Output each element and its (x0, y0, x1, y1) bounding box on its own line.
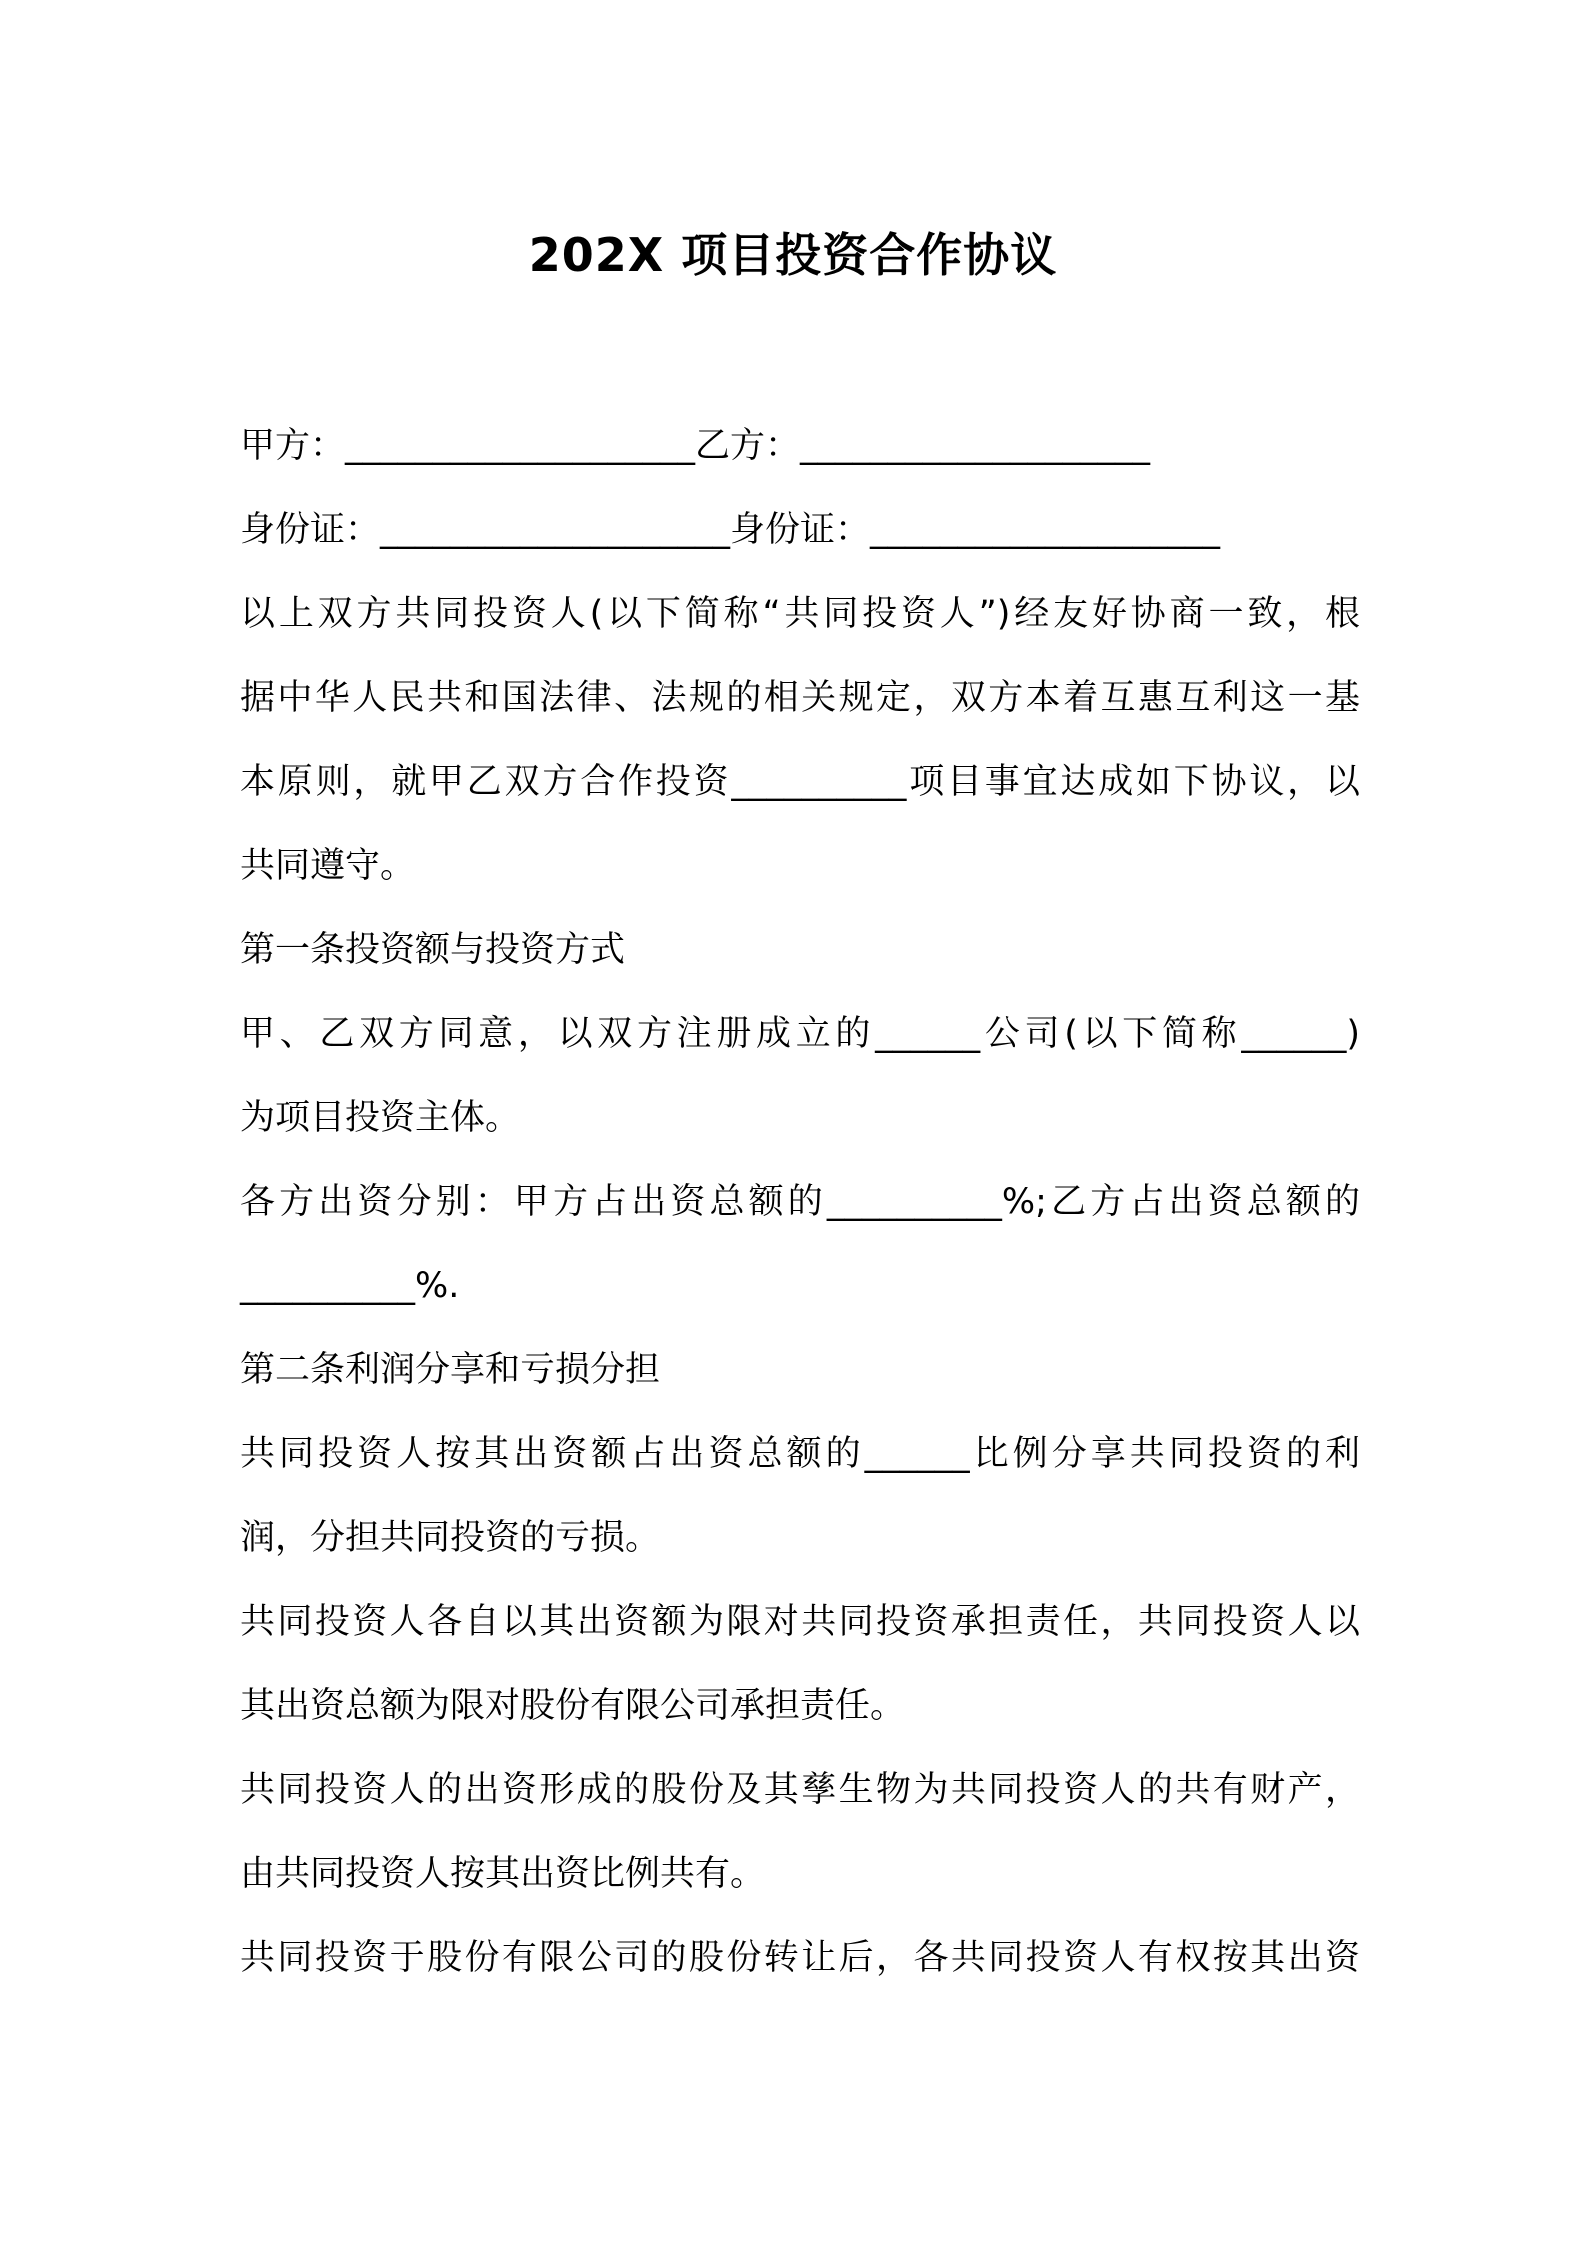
body-line: 润，分担共同投资的亏损。 (240, 1518, 661, 1558)
body-line: 为项目投资主体。 (240, 1098, 521, 1138)
document-title: 202X 项目投资合作协议 (528, 228, 1058, 282)
body-line: 以上双方共同投资人(以下简称“共同投资人”)经友好协商一致，根 (240, 594, 1360, 634)
body-line: 各方出资分别：甲方占出资总额的__________%;乙方占出资总额的 (240, 1182, 1360, 1222)
party-line: 甲方：____________________乙方：____________________ (240, 426, 1151, 466)
id-card-line: 身份证：____________________身份证：____________________ (240, 510, 1221, 550)
body-line: 共同投资人的出资形成的股份及其孳生物为共同投资人的共有财产， (240, 1770, 1360, 1810)
body-line: 共同投资人各自以其出资额为限对共同投资承担责任，共同投资人以 (240, 1602, 1360, 1642)
body-line: 共同投资人按其出资额占出资总额的______比例分享共同投资的利 (240, 1434, 1360, 1474)
section-heading-1: 第一条投资额与投资方式 (240, 930, 626, 970)
body-line: 由共同投资人按其出资比例共有。 (240, 1854, 766, 1894)
body-line: 共同遵守。 (240, 846, 416, 886)
body-line: __________%. (240, 1266, 460, 1306)
document-body (240, 404, 1360, 2000)
section-heading-2: 第二条利润分享和亏损分担 (240, 1350, 661, 1390)
body-line: 共同投资于股份有限公司的股份转让后，各共同投资人有权按其出资 (240, 1938, 1360, 1978)
body-line: 据中华人民共和国法律、法规的相关规定，双方本着互惠互利这一基 (240, 678, 1360, 718)
body-line: 甲、乙双方同意，以双方注册成立的______公司(以下简称______) (240, 1014, 1360, 1054)
body-line: 其出资总额为限对股份有限公司承担责任。 (240, 1686, 906, 1726)
body-line: 本原则，就甲乙双方合作投资__________项目事宜达成如下协议，以 (240, 762, 1360, 802)
